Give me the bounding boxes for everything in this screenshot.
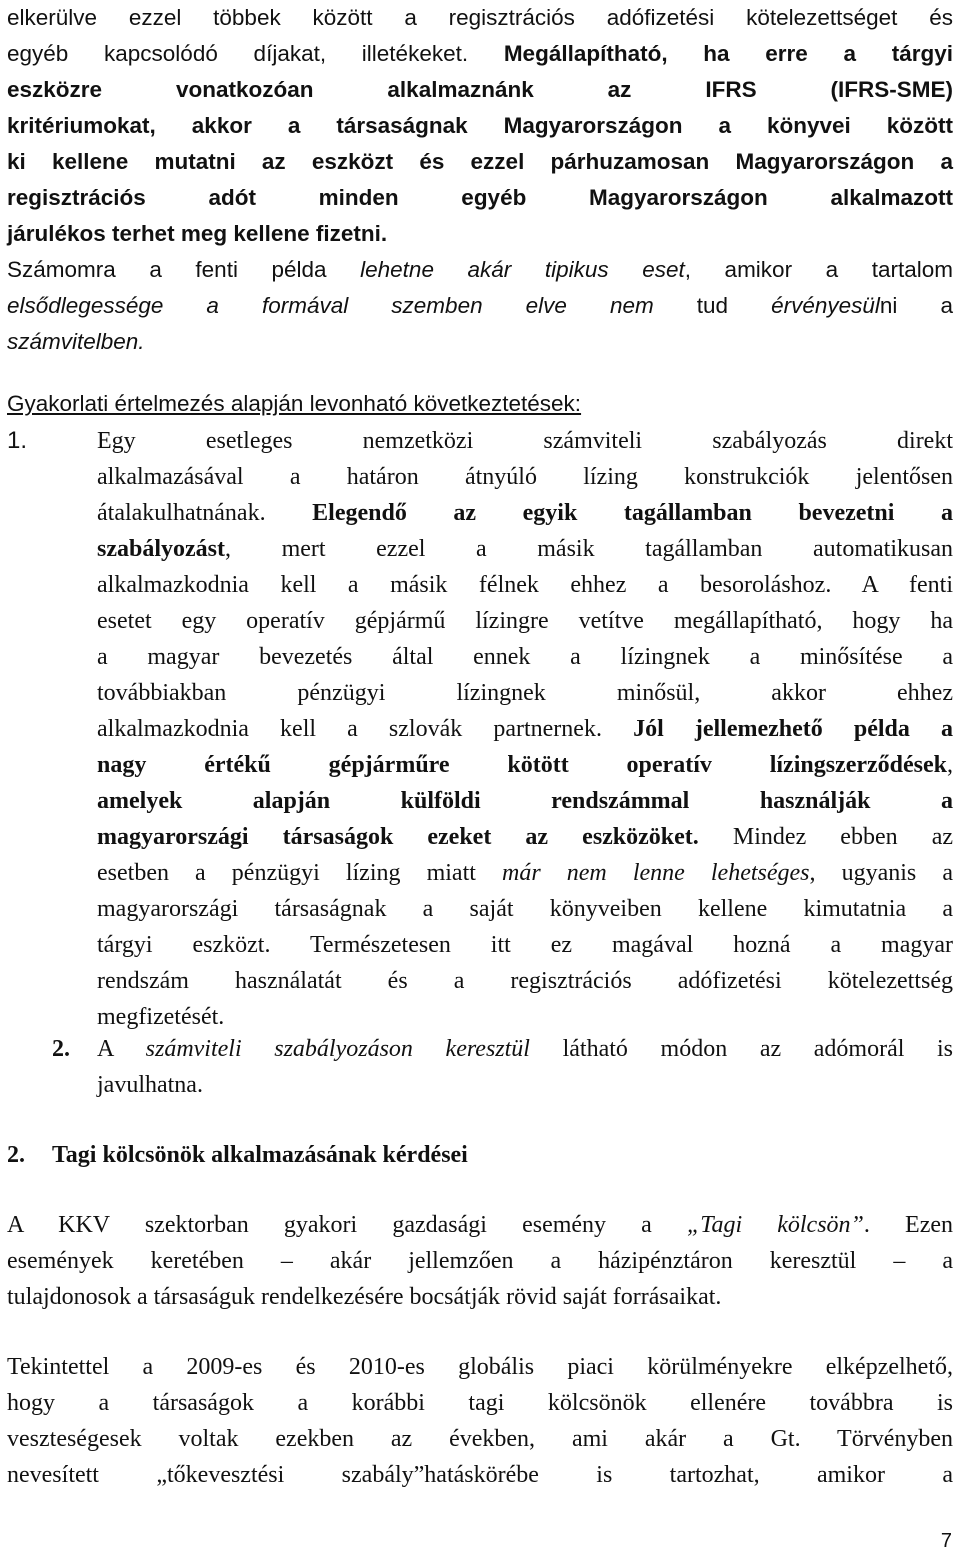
text-span: hogy a társaságok a korábbi tagi kölcsönök ellenére továbbra is [7, 1390, 953, 1416]
text-span: a magyar bevezetés által ennek a lízingnek a minősítése a [97, 644, 953, 670]
conclusions-heading [7, 386, 953, 422]
text-span: alkalmazásával a határon átnyúló lízing konstrukciók jelentősen [97, 464, 953, 490]
text-span: Mindez ebben az [698, 824, 954, 850]
text-line [7, 1421, 953, 1457]
text-line [97, 675, 953, 711]
italic-text: érvényesül [771, 293, 880, 318]
list-number: 2. [52, 1036, 70, 1062]
text-span: esetben a pénzügyi lízing miatt [97, 860, 502, 886]
text-line [97, 531, 953, 567]
text-span: látható módon az adómorál is [529, 1036, 954, 1062]
text-line [7, 1385, 953, 1421]
text-span: , ugyanis a [809, 860, 953, 886]
text-line [97, 891, 953, 927]
text-line [7, 1457, 953, 1493]
text-span: amelyek alapján külföldi rendszámmal használják a [97, 788, 953, 814]
text-span: A KKV szektorban gyakori gazdasági esemény a [7, 1212, 687, 1238]
text-line [7, 108, 953, 144]
italic-text: elsődlegessége a formával szemben elve nem [7, 293, 654, 318]
text-line [7, 216, 953, 252]
text-span: Tekintettel a 2009-es és 2010-es globális piaci körülményekre elképzelhető, [7, 1354, 953, 1380]
text-span: események keretében – akár jellemzően a házipénztáron keresztül – a [7, 1248, 953, 1274]
text-span: tud [653, 293, 772, 318]
text-line [97, 819, 953, 855]
bold-text: Elegendő az egyik tagállamban bevezetni a [312, 500, 953, 526]
text-line [7, 36, 953, 72]
text-span: ni a [879, 293, 953, 318]
text-line [97, 855, 953, 891]
text-line [7, 252, 953, 288]
text-span: . Ezen [863, 1212, 953, 1238]
italic-text: már nem lenne lehetséges [502, 860, 810, 886]
text-span: elkerülve ezzel többek között a regisztrációs adófizetési kötelezettséget és [7, 5, 953, 30]
text-line [97, 1031, 953, 1067]
text-line [97, 423, 953, 459]
text-span: Számomra a fenti példa [7, 257, 361, 282]
text-line [97, 711, 953, 747]
section-title: Tagi kölcsönök alkalmazásának kérdései [52, 1142, 468, 1168]
text-span: veszteségesek voltak ezekben az években, ami akár a Gt. Törvényben [7, 1426, 953, 1452]
italic-text: „Tagi kölcsön” [686, 1212, 864, 1238]
text-line [7, 144, 953, 180]
text-line [97, 963, 953, 999]
italic-text: lehetne akár tipikus eset [360, 257, 685, 282]
text-span: , [947, 752, 953, 778]
text-line [7, 1243, 953, 1279]
text-span: alkalmazkodnia kell a szlovák partnernek. [97, 716, 634, 742]
bold-text: magyarországi társaságok ezeket az eszközöket. [97, 824, 699, 850]
text-span: rendszám használatát és a regisztrációs adófizetési kötelezettség [97, 968, 953, 994]
text-span: továbbiakban pénzügyi lízingnek minősül, akkor ehhez [97, 680, 953, 706]
text-span: Egy esetleges nemzetközi számviteli szabályozás direkt [97, 428, 953, 454]
text-line [7, 180, 953, 216]
text-span: , mert ezzel a másik tagállamban automatikusan [225, 536, 953, 562]
text-span: regisztrációs adót minden egyéb Magyarországon alkalmazott [7, 185, 953, 210]
text-line [97, 783, 953, 819]
text-line [7, 324, 953, 360]
text-line [7, 0, 953, 36]
text-span: egyéb kapcsolódó díjakat, illetékeket. [7, 41, 504, 66]
italic-text: számvitelben. [7, 329, 145, 354]
bold-text: Jól jellemezhető példa a [633, 716, 954, 742]
text-line [97, 927, 953, 963]
text-line [97, 639, 953, 675]
text-span: , amikor a tartalom [684, 257, 953, 282]
page-number: 7 [940, 1530, 952, 1552]
text-span: ki kellene mutatni az eszközt és ezzel párhuzamosan Magyarországon a [7, 149, 953, 174]
text-line [97, 495, 953, 531]
text-span: kritériumokat, akkor a társaságnak Magyarországon a könyvei között [7, 113, 953, 138]
text-line [7, 288, 953, 324]
text-line [7, 1349, 953, 1385]
text-line [97, 999, 953, 1035]
bold-text: szabályozást [97, 536, 225, 562]
text-span: megfizetését. [97, 1004, 225, 1030]
bold-text: Megállapítható, ha erre a tárgyi [503, 41, 953, 66]
text-line [97, 747, 953, 783]
text-line [97, 459, 953, 495]
section-number: 2. [7, 1142, 25, 1168]
text-span: A [97, 1036, 146, 1062]
text-span: javulhatna. [97, 1072, 203, 1098]
text-span: járulékos terhet meg kellene fizetni. [7, 221, 388, 246]
text-line [7, 1207, 953, 1243]
text-line [97, 567, 953, 603]
text-span: eszközre vonatkozóan alkalmaznánk az IFRS (IFRS-SME) [7, 77, 953, 102]
text-span: esetet egy operatív gépjármű lízingre vetítve megállapítható, hogy ha [97, 608, 953, 634]
text-line [7, 1279, 953, 1315]
list-number: 1. [7, 427, 28, 454]
italic-text: számviteli szabályozáson keresztül [145, 1036, 530, 1062]
text-span: átalakulhatnának. [97, 500, 313, 526]
text-span: alkalmazkodnia kell a másik félnek ehhez a besoroláshoz. A fenti [97, 572, 953, 598]
text-line [97, 1067, 953, 1103]
text-line [7, 72, 953, 108]
text-line [97, 603, 953, 639]
text-span: nevesített „tőkevesztési szabály”hatáskörébe is tartozhat, amikor a [7, 1462, 953, 1488]
text-span: tárgyi eszközt. Természetesen itt ez magával hozná a magyar [97, 932, 953, 958]
text-span: magyarországi társaságnak a saját könyveiben kellene kimutatnia a [97, 896, 953, 922]
bold-text: nagy értékű gépjárműre kötött operatív lízingszerződések [97, 752, 947, 778]
text-span: Gyakorlati értelmezés alapján levonható következtetések: [7, 391, 582, 416]
text-span: tulajdonosok a társaságuk rendelkezésére bocsátják rövid saját forrásaikat. [7, 1284, 722, 1310]
